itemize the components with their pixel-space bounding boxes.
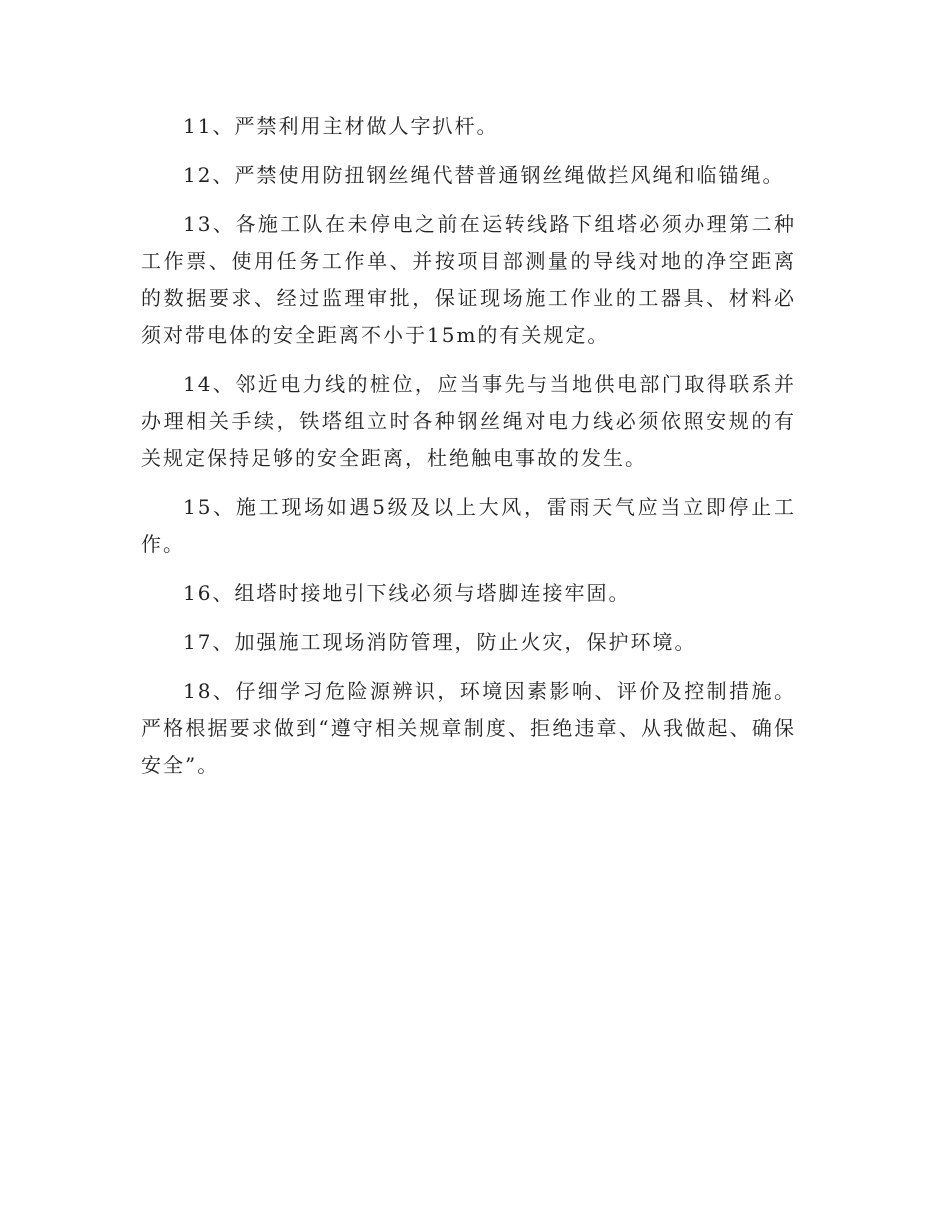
paragraph-item-14: 14、邻近电力线的桩位，应当事先与当地供电部门取得联系并办理相关手续，铁塔组立时各种钢丝绳对电力线必须依照安规的有关规定保持足够的安全距离，杜绝触电事故的发生。 <box>141 372 796 470</box>
paragraph-item-12: 12、严禁使用防扭钢丝绳代替普通钢丝绳做拦风绳和临锚绳。 <box>183 163 785 187</box>
paragraph-item-15: 15、施工现场如遇5级及以上大风，雷雨天气应当立即停止工作。 <box>141 495 796 556</box>
paragraph-item-13: 13、各施工队在未停电之前在运转线路下组塔必须办理第二种工作票、使用任务工作单、并按项目部测量的导线对地的净空距离的数据要求、经过监理审批，保证现场施工作业的工器具、材料必须对带电体的安全距离不小于15m的有关规定。 <box>141 212 796 347</box>
paragraph-item-18: 18、仔细学习危险源辨识，环境因素影响、评价及控制措施。严格根据要求做到“遵守相关规章制度、拒绝违章、从我做起、确保安全”。 <box>141 679 796 777</box>
paragraph-item-17: 17、加强施工现场消防管理，防止火灾，保护环境。 <box>183 630 697 654</box>
paragraph-item-11: 11、严禁利用主材做人字扒杆。 <box>183 114 499 138</box>
document-body <box>141 108 796 796</box>
paragraph-item-16: 16、组塔时接地引下线必须与塔脚连接牢固。 <box>183 581 631 605</box>
